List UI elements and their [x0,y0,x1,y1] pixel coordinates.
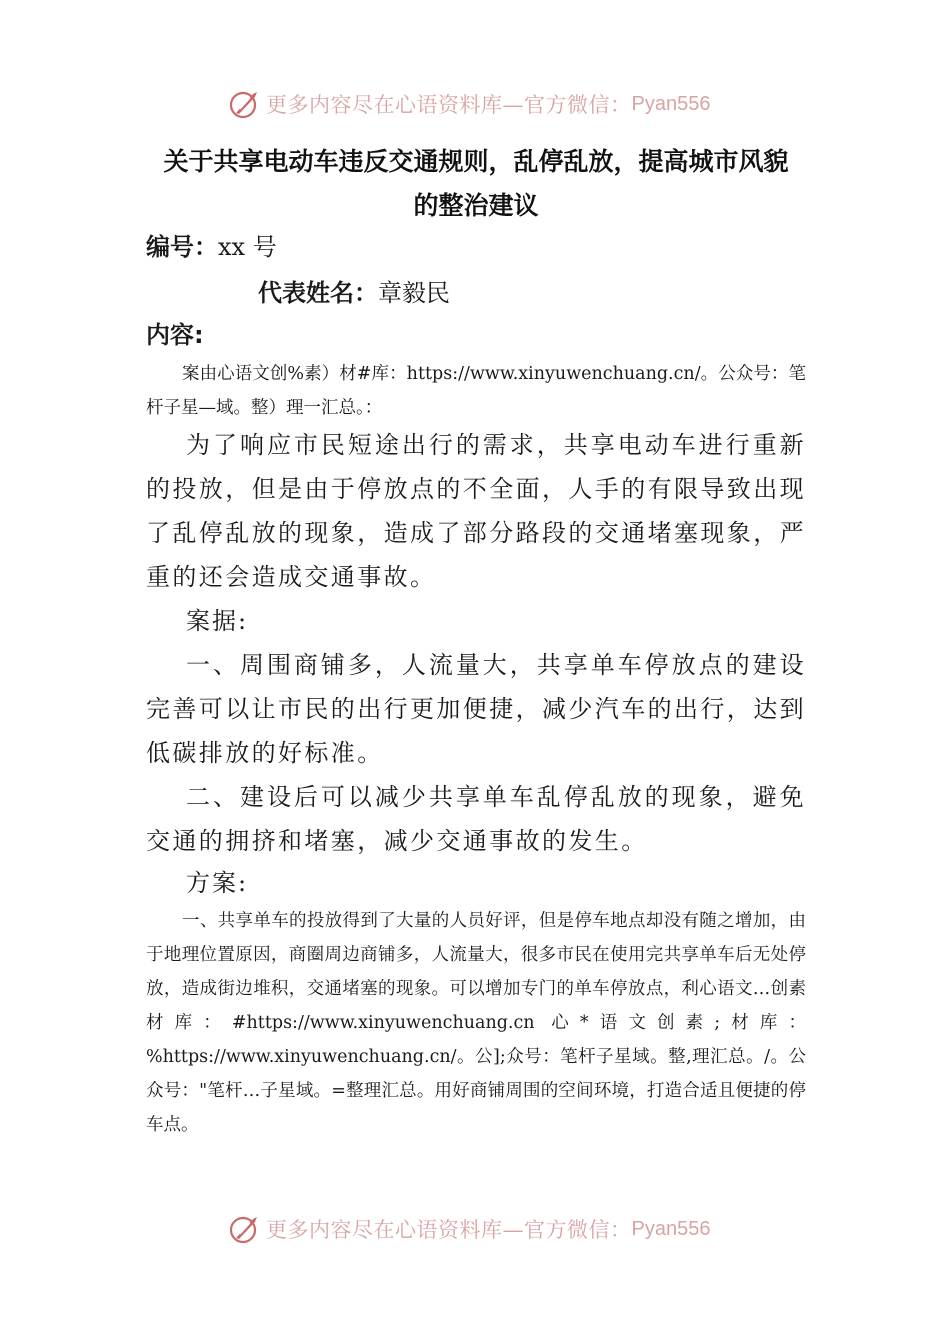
intro-paragraph: 为了响应市民短途出行的需求，共享电动车进行重新的投放，但是由于停放点的不全面，人手的有限导致出现了乱停乱放的现象，造成了部分路段的交通堵塞现象，严重的还会造成交通事故。 [146,431,806,591]
number-field [146,230,277,264]
basis-heading: 案据: [186,607,249,635]
plan-paragraph: 一、共享单车的投放得到了大量的人员好评，但是停车地点却没有随之增加，由于地理位置原因，商圈周边商铺多，人流量大，很多市民在使用完共享单车后无处停放，造成街边堆积，交通堵塞的现象。可以增加专门的单车停放点，利心语文…创素材库：#https://www.xinyuwenchuang.cn 心*语文创素;材库：%https://www.xinyuwenchuang.cn/。公];众号：笔杆子星域。整,理汇总。/。公众号："笔杆…子星域。=整理汇总。用好商铺周围的空间环境，打造合适且便捷的停车点。 [146,911,806,1135]
banner-wechat-id: Pyan556 [631,92,711,115]
quill-pen-logo-icon [228,1212,262,1246]
number-label: 编号： [146,233,218,261]
basis-item-1: 一、周围商铺多，人流量大，共享单车停放点的建设完善可以让市民的出行更加便捷，减少汽车的出行，达到低碳排放的好标准。 [146,651,806,767]
representative-label: 代表姓名： [258,279,378,307]
title-line-2: 的整治建议 [413,191,539,220]
plan-heading: 方案: [186,869,249,897]
banner-text: 更多内容尽在心语资料库—官方微信： [266,1218,632,1242]
quill-pen-logo-icon [228,87,262,121]
representative-field [258,276,450,310]
content-field [146,318,204,352]
document-title [146,140,806,228]
number-value: xx 号 [218,233,277,261]
banner-text: 更多内容尽在心语资料库—官方微信： [266,93,632,117]
basis-item-2: 二、建设后可以减少共享单车乱停乱放的现象，避免交通的拥挤和堵塞，减少交通事故的发生。 [146,783,806,855]
header-watermark-banner [228,84,710,124]
footer-watermark-banner [228,1209,710,1249]
content-label: 内容: [146,321,204,349]
source-note-paragraph: 案由心语文创%素）材#库：https://www.xinyuwenchuang.cn/。公众号：笔杆子星—域。整）理一汇总。： [146,364,806,418]
banner-wechat-id: Pyan556 [631,1217,711,1240]
representative-value: 章毅民 [378,279,450,307]
title-line-1: 关于共享电动车违反交通规则，乱停乱放，提高城市风貌 [163,147,789,176]
